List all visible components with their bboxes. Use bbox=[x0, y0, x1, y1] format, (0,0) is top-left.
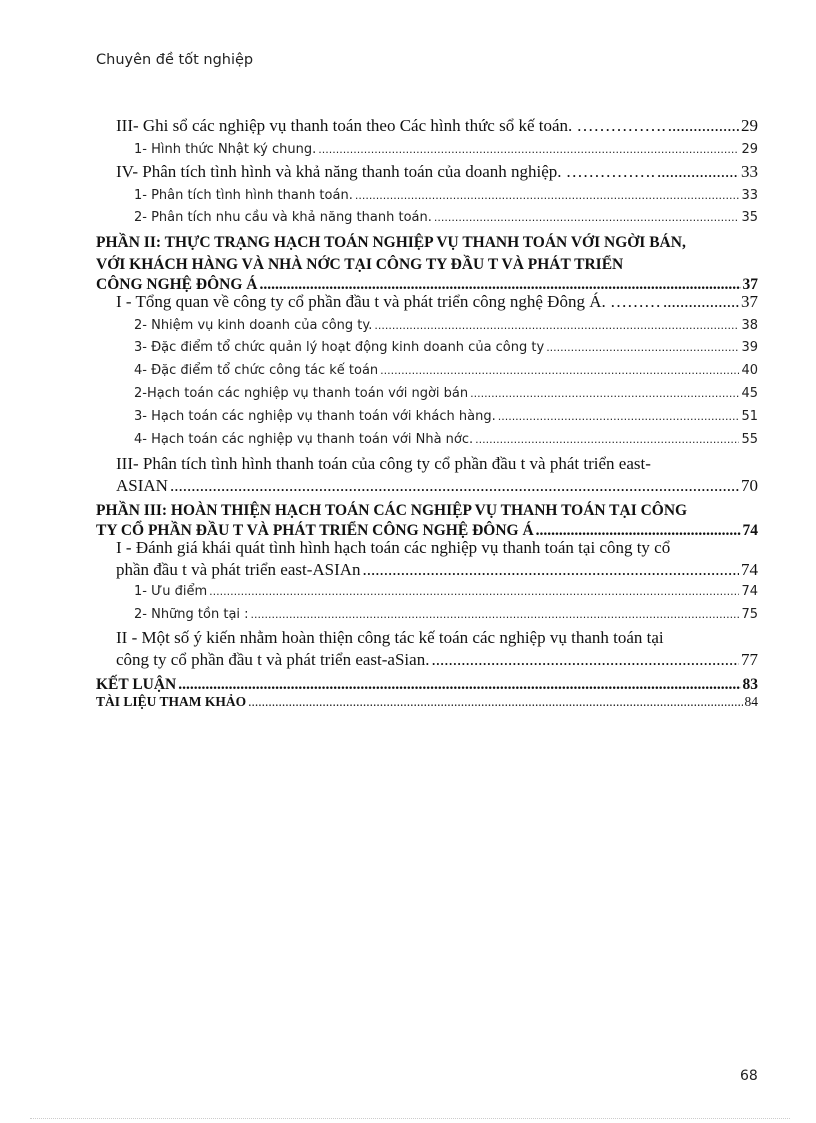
toc-entry-title: 1- Hình thức Nhật ký chung. bbox=[134, 142, 317, 157]
toc-entry[interactable] bbox=[134, 432, 758, 447]
toc-entry-title: 1- Phân tích tình hình thanh toán. bbox=[134, 188, 353, 203]
toc-entry-title: I - Tổng quan về công ty cổ phần đầu t và phát triển công nghệ Đông Á. ……… bbox=[116, 292, 661, 311]
toc-entry-title: CÔNG NGHỆ ĐÔNG Á bbox=[96, 276, 258, 293]
toc-entry[interactable] bbox=[134, 607, 758, 622]
part-heading-line: PHẦN II: THỰC TRẠNG HẠCH TOÁN NGHIỆP VỤ THANH TOÁN VỚI NGỜI BÁN, bbox=[96, 234, 686, 251]
toc-entry[interactable] bbox=[134, 386, 758, 401]
toc-entry[interactable] bbox=[134, 363, 758, 378]
toc-entry-title: 1- Ưu điểm bbox=[134, 584, 208, 599]
toc-entry-page: 83 bbox=[742, 676, 758, 693]
toc-entry[interactable] bbox=[96, 676, 758, 694]
toc-entry-page: 29 bbox=[741, 116, 758, 135]
toc-entry-page: 74 bbox=[741, 560, 758, 579]
toc-entry-page: 37 bbox=[742, 276, 758, 293]
toc-entry[interactable] bbox=[116, 560, 758, 580]
toc-entry-line: II - Một số ý kiến nhằm hoàn thiện công tác kế toán các nghiệp vụ thanh toán tại bbox=[116, 628, 664, 647]
page-header: Chuyên đề tốt nghiệp bbox=[96, 52, 254, 68]
toc-entry-page: 40 bbox=[741, 363, 758, 378]
toc-entry-page: 77 bbox=[741, 650, 758, 669]
toc-entry-title: III- Ghi sổ các nghiệp vụ thanh toán theo Các hình thức sổ kế toán. ……………. bbox=[116, 116, 666, 135]
toc-entry[interactable] bbox=[134, 142, 758, 157]
part-heading-line: PHẦN III: HOÀN THIỆN HẠCH TOÁN CÁC NGHIỆP VỤ THANH TOÁN TẠI CÔNG bbox=[96, 502, 688, 519]
toc-entry-title: IV- Phân tích tình hình và khả năng thanh toán của doanh nghiệp. ……………. bbox=[116, 162, 656, 181]
toc-entry-title: TÀI LIỆU THAM KHẢO bbox=[96, 694, 247, 709]
toc-entry[interactable] bbox=[116, 162, 758, 182]
toc-entry-page: 33 bbox=[741, 188, 758, 203]
toc-entry-title: 2-Hạch toán các nghiệp vụ thanh toán với ngời bán bbox=[134, 386, 469, 401]
toc-entry-page: 39 bbox=[741, 340, 758, 355]
toc-entry[interactable] bbox=[134, 210, 758, 225]
toc-entry-page: 35 bbox=[741, 210, 758, 225]
toc-entry[interactable] bbox=[134, 188, 758, 203]
toc-entry[interactable] bbox=[116, 292, 758, 312]
toc-entry-page: 70 bbox=[741, 476, 758, 495]
toc-entry-title: 3- Đặc điểm tổ chức quản lý hoạt động kinh doanh của công ty bbox=[134, 340, 545, 355]
toc-entry-title: phần đầu t và phát triển east-ASIAn bbox=[116, 560, 361, 579]
toc-entry[interactable] bbox=[116, 116, 758, 136]
toc-entry-page: 74 bbox=[742, 522, 758, 539]
toc-entry[interactable] bbox=[134, 409, 758, 424]
toc-entry-page: 45 bbox=[741, 386, 758, 401]
toc-entry[interactable] bbox=[116, 476, 758, 496]
toc-entry-title: 4- Hạch toán các nghiệp vụ thanh toán với Nhà nớc. bbox=[134, 432, 474, 447]
toc-entry[interactable] bbox=[96, 694, 758, 710]
toc-entry-page: 51 bbox=[741, 409, 758, 424]
toc-entry-title: công ty cổ phần đầu t và phát triển east-aSian. bbox=[116, 650, 430, 669]
toc-entry[interactable] bbox=[134, 340, 758, 355]
toc-entry-page: 84 bbox=[744, 694, 758, 709]
toc-entry-line: I - Đánh giá khái quát tình hình hạch toán các nghiệp vụ thanh toán tại công ty cổ bbox=[116, 538, 671, 557]
toc-entry[interactable] bbox=[116, 650, 758, 670]
toc-entry-title: 3- Hạch toán các nghiệp vụ thanh toán với khách hàng. bbox=[134, 409, 496, 424]
part-heading-line: VỚI KHÁCH HÀNG VÀ NHÀ NỚC TẠI CÔNG TY ĐẦU T VÀ PHÁT TRIỂN bbox=[96, 256, 624, 273]
toc-entry-title: TY CỔ PHẦN ĐẦU T VÀ PHÁT TRIỂN CÔNG NGHỆ ĐÔNG Á bbox=[96, 522, 534, 539]
footer-divider bbox=[30, 1118, 790, 1119]
toc-entry-title: 4- Đặc điểm tổ chức công tác kế toán bbox=[134, 363, 379, 378]
toc-entry-title: 2- Phân tích nhu cầu và khả năng thanh toán. bbox=[134, 210, 432, 225]
toc-entry-page: 38 bbox=[741, 318, 758, 333]
toc-entry-page: 74 bbox=[741, 584, 758, 599]
toc-entry-title: KẾT LUẬN bbox=[96, 676, 177, 693]
toc-entry-page: 75 bbox=[741, 607, 758, 622]
toc-entry-line: III- Phân tích tình hình thanh toán của công ty cổ phần đầu t và phát triển east- bbox=[116, 454, 651, 473]
toc-entry-title: 2- Nhiệm vụ kinh doanh của công ty. bbox=[134, 318, 373, 333]
toc-entry-page: 37 bbox=[741, 292, 758, 311]
toc-entry-page: 33 bbox=[741, 162, 758, 181]
toc-entry-page: 29 bbox=[741, 142, 758, 157]
toc-entry[interactable] bbox=[134, 584, 758, 599]
toc-entry[interactable] bbox=[134, 318, 758, 333]
toc-entry-title: 2- Những tồn tại : bbox=[134, 607, 249, 622]
page-number: 68 bbox=[740, 1068, 758, 1084]
toc-entry-title: ASIAN bbox=[116, 476, 168, 495]
toc-entry-page: 55 bbox=[741, 432, 758, 447]
